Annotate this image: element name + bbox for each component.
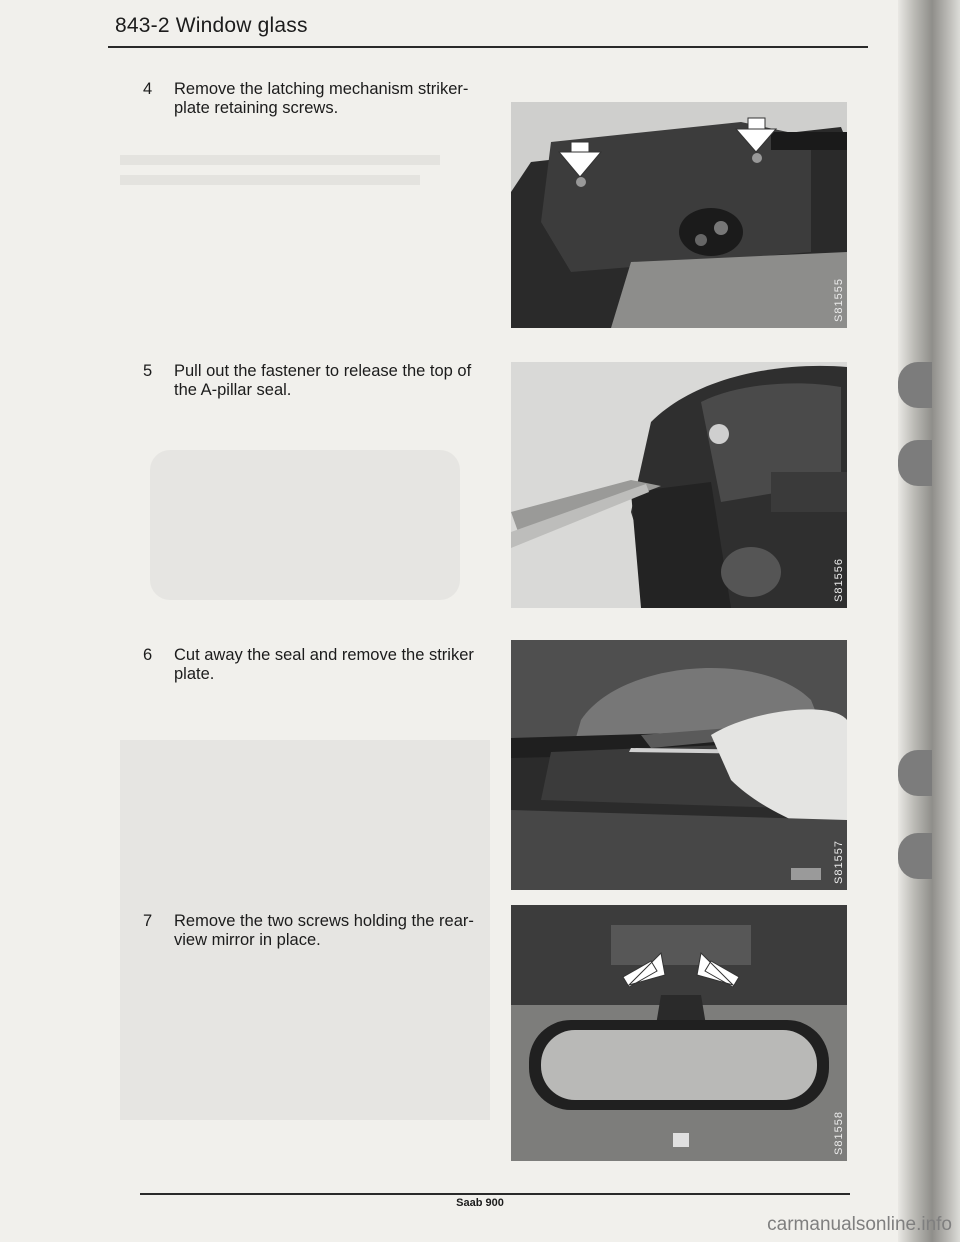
binder-tab [898, 440, 932, 486]
step-4 [143, 80, 488, 118]
binder-tab [898, 750, 932, 796]
step-number: 5 [143, 362, 153, 380]
photo-code: S81557 [833, 840, 845, 884]
rear-view-mirror-photo [511, 905, 847, 1161]
binder-tab [898, 362, 932, 408]
step-7 [143, 912, 488, 950]
header-rule [108, 46, 868, 48]
step-text: Remove the latching mechanism striker-plate retaining screws. [174, 80, 469, 117]
photo-step-6 [511, 640, 847, 890]
step-text: Pull out the fastener to release the top of the A-pillar seal. [174, 362, 472, 399]
step-text: Remove the two screws holding the rear-view mirror in place. [174, 912, 474, 949]
page-title: 843-2 Window glass [115, 14, 308, 37]
photo-code: S81556 [833, 558, 845, 602]
footer-text: Saab 900 [456, 1197, 504, 1209]
striker-plate-photo [511, 102, 847, 328]
photo-step-7 [511, 905, 847, 1161]
photo-code: S81558 [833, 1111, 845, 1155]
step-number: 4 [143, 80, 153, 98]
footer-rule [140, 1193, 850, 1195]
step-number: 7 [143, 912, 153, 930]
cut-seal-photo [511, 640, 847, 890]
binder-edge [898, 0, 960, 1242]
photo-step-5 [511, 362, 847, 608]
watermark: carmanualsonline.info [767, 1214, 952, 1235]
step-number: 6 [143, 646, 153, 664]
step-text: Cut away the seal and remove the striker plate. [174, 646, 474, 683]
show-through-ghost [120, 120, 500, 1120]
step-5 [143, 362, 488, 400]
a-pillar-seal-photo [511, 362, 847, 608]
photo-code: S81555 [833, 278, 845, 322]
photo-step-4 [511, 102, 847, 328]
step-6 [143, 646, 488, 684]
binder-tab [898, 833, 932, 879]
